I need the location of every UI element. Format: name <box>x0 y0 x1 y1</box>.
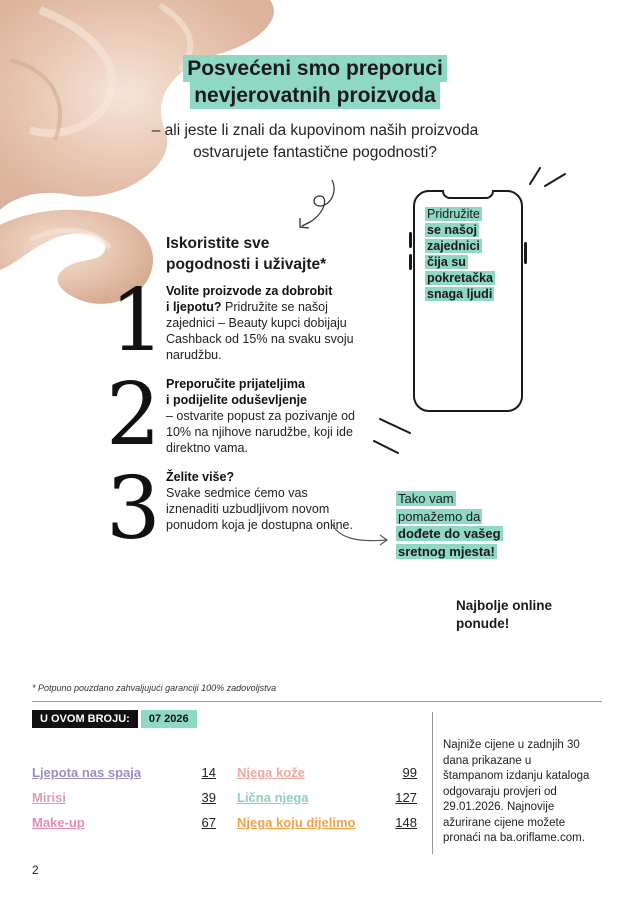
footnote: * Potpuno pouzdano zahvaljujući garanciji 100% zadovoljstva <box>32 683 277 693</box>
toc-link-licna-njega[interactable]: Lična njega <box>237 790 309 805</box>
phone-line-1: Pridružite <box>427 207 480 221</box>
toc-page-number[interactable]: 127 <box>395 790 417 805</box>
step-1-bold-line-2: i ljepotu? <box>166 300 222 314</box>
title-line-2: nevjerovatnih proizvoda <box>190 82 440 109</box>
step-2-bold-line-1: Preporučite prijateljima <box>166 377 305 391</box>
toc-row[interactable] <box>237 810 417 835</box>
benefits-heading-line-2: pogodnosti i uživajte* <box>166 256 327 273</box>
step-1-text <box>166 283 356 363</box>
best-online-line-1: Najbolje online <box>456 598 553 613</box>
best-online-offers <box>456 597 552 633</box>
phone-line-5: pokretačka <box>427 271 494 285</box>
toc-link-ljepota-nas-spaja[interactable]: Ljepota nas spaja <box>32 765 142 780</box>
benefits-heading <box>166 233 326 275</box>
best-online-line-2: ponude! <box>456 616 510 631</box>
title-line-1: Posvećeni smo preporuci <box>183 55 447 82</box>
step-2-bold-line-2: i podijelite oduševljenje <box>166 393 308 407</box>
phone-line-4: čija su <box>427 255 466 269</box>
toc-link-mirisi[interactable]: Mirisi <box>32 790 66 805</box>
toc-page-number[interactable]: 39 <box>201 790 216 805</box>
arrow-right-icon <box>330 520 392 550</box>
phone-notch <box>442 190 494 199</box>
toc-page-number[interactable]: 67 <box>201 815 216 830</box>
sparkle-lines-top-icon <box>525 160 575 190</box>
step-1-bold-line-1: Volite proizvode za dobrobit <box>166 284 333 298</box>
phone-line-2: se našoj <box>427 223 478 237</box>
price-note: Najniže cijene u zadnjih 30 dana prikazane u štampanom izdanju kataloga odgovaraju provjeri od 29.01.2026. Najnovije ažurirane cijene možete pronaći na ba.oriflame.com. <box>443 739 590 844</box>
issue-value: 07 2026 <box>141 710 197 728</box>
divider <box>32 701 602 702</box>
help-message <box>396 490 516 560</box>
toc-page-number[interactable]: 99 <box>402 765 417 780</box>
step-number-3: 3 <box>106 459 161 559</box>
curly-arrow-icon <box>290 178 350 233</box>
subtitle-line-2: ostvarujete fantastične pogodnosti? <box>193 144 437 161</box>
phone-line-3: zajednici <box>427 239 480 253</box>
toc-row[interactable] <box>32 785 216 810</box>
toc-link-njega-koze[interactable]: Njega kože <box>237 765 305 780</box>
vertical-divider <box>432 712 433 854</box>
phone-line-6: snaga ljudi <box>427 287 493 301</box>
benefits-heading-line-1: Iskoristite sve <box>166 235 270 252</box>
phone-volume-down <box>409 254 412 270</box>
help-line-4: sretnog mjesta! <box>398 543 495 559</box>
step-number-1: 1 <box>110 271 165 371</box>
help-line-3: dođete do vašeg <box>398 526 501 541</box>
toc-page-number[interactable]: 14 <box>201 765 216 780</box>
toc-row[interactable] <box>32 810 216 835</box>
step-3-body: Svake sedmice ćemo vas iznenaditi uzbudljivom novom ponudom koja je dostupna online. <box>166 486 353 532</box>
issue-badge <box>32 710 197 728</box>
toc-row[interactable] <box>237 760 417 785</box>
step-2-text <box>166 376 356 456</box>
toc-link-make-up[interactable]: Make-up <box>32 815 85 830</box>
help-line-2: pomažemo da <box>398 508 481 524</box>
page-number: 2 <box>32 863 39 877</box>
sparkle-lines-bottom-icon <box>370 415 420 460</box>
issue-label: U OVOM BROJU: <box>32 710 138 728</box>
toc-page-number[interactable]: 148 <box>395 815 417 830</box>
toc-left-column <box>32 760 216 835</box>
step-3-text <box>166 469 356 533</box>
toc-row[interactable] <box>32 760 216 785</box>
toc-link-njega-koju-dijelimo[interactable]: Njega koju dijelimo <box>237 815 356 830</box>
step-3-bold-line-1: Želite više? <box>166 470 235 484</box>
page-title <box>180 55 450 109</box>
phone-side-button <box>524 242 527 264</box>
phone-message <box>425 206 520 302</box>
toc-row[interactable] <box>237 785 417 810</box>
help-line-1: Tako vam <box>398 491 454 506</box>
page-subtitle <box>120 120 510 164</box>
step-2-body: – ostvarite popust za pozivanje od 10% na njihove narudžbe, koji ide direktno vama. <box>166 409 356 455</box>
step-1-body: Pridružite se našoj zajednici – Beauty kupci dobijaju Cashback od 15% na svaku svoju narudžbu. <box>166 300 354 362</box>
step-number-2: 2 <box>106 365 161 465</box>
toc-right-column <box>237 760 417 835</box>
subtitle-line-1: – ali jeste li znali da kupovinom naših proizvoda <box>151 122 479 139</box>
phone-volume-up <box>409 232 412 248</box>
